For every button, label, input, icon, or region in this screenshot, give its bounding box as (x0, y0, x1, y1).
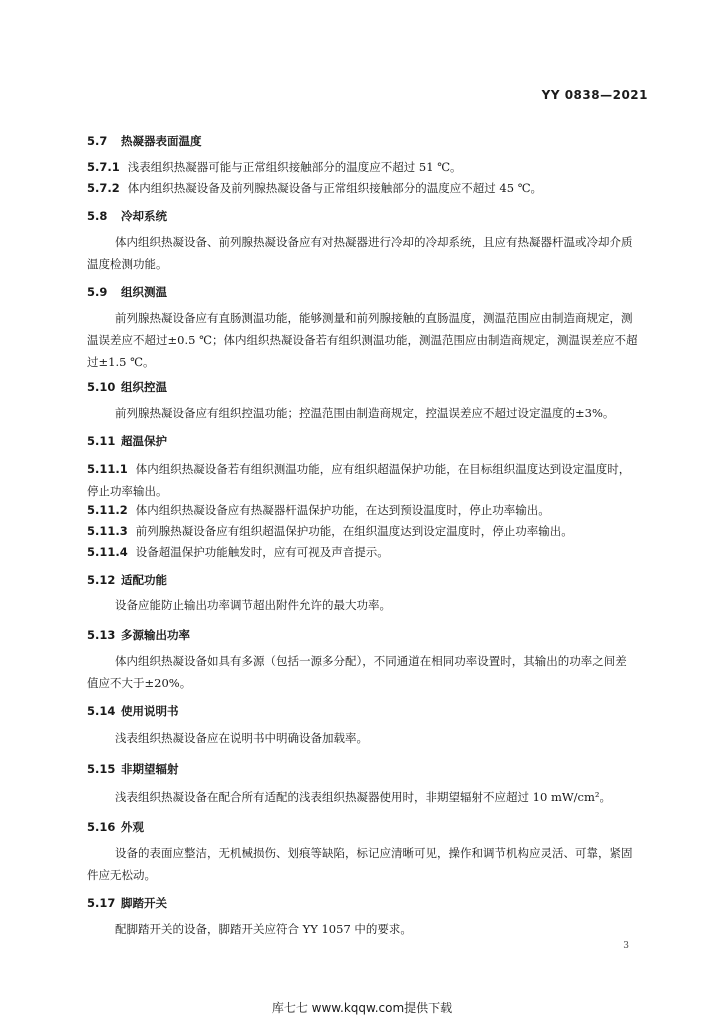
section-heading-5-14 (87, 703, 179, 719)
section-heading-5-12 (87, 572, 167, 588)
clause-text: 设备超温保护功能触发时，应有可视及声音提示。 (135, 545, 389, 559)
section-heading-5-13 (87, 627, 190, 643)
clause-text: 体内组织热凝设备若有组织测温功能，应有组织超温保护功能，在目标组织温度达到设定温度时，停止功率输出。 (87, 462, 631, 498)
section-number: 5.11 (87, 434, 116, 448)
section-number: 5.7 (87, 134, 108, 148)
clause-5-11-3 (87, 523, 573, 539)
section-number: 5.14 (87, 704, 116, 718)
section-title: 冷却系统 (121, 209, 167, 223)
paragraph-5-12: 设备应能防止输出功率调节超出附件允许的最大功率。 (115, 598, 391, 612)
clause-number: 5.11.4 (87, 545, 128, 559)
paragraph-5-9: 前列腺热凝设备应有直肠测温功能，能够测量和前列腺接触的直肠温度，测温范围应由制造商规定，测温误差应不超过±0.5 ℃；体内组织热凝设备若有组织测温功能，测温范围应由制造商规定，测温误差应不超过±1.5 ℃。 (87, 311, 638, 369)
standard-code: YY 0838—2021 (541, 88, 648, 102)
download-footer: 库七七 www.kqqw.com提供下载 (271, 1001, 453, 1015)
section-title: 脚踏开关 (121, 896, 167, 910)
clause-number: 5.7.2 (87, 181, 120, 195)
section-number: 5.9 (87, 285, 108, 299)
paragraph-5-8: 体内组织热凝设备、前列腺热凝设备应有对热凝器进行冷却的冷却系统，且应有热凝器杆温或冷却介质温度检测功能。 (87, 235, 633, 271)
section-title: 热凝器表面温度 (121, 134, 202, 148)
section-number: 5.12 (87, 573, 116, 587)
clause-number: 5.11.3 (87, 524, 128, 538)
clause-5-7-1 (87, 159, 462, 175)
section-heading-5-7 (87, 133, 202, 149)
clause-text: 体内组织热凝设备及前列腺热凝设备与正常组织接触部分的温度应不超过 45 ℃。 (127, 181, 543, 195)
clause-5-11-4 (87, 544, 389, 560)
clause-text: 浅表组织热凝器可能与正常组织接触部分的温度应不超过 51 ℃。 (127, 160, 462, 174)
paragraph-5-16: 设备的表面应整洁，无机械损伤、划痕等缺陷，标记应清晰可见，操作和调节机构应灵活、可靠，紧固件应无松动。 (87, 846, 633, 882)
section-title: 超温保护 (121, 434, 167, 448)
section-number: 5.8 (87, 209, 108, 223)
section-title: 非期望辐射 (121, 762, 179, 776)
page-number: 3 (623, 941, 629, 951)
section-title: 多源输出功率 (121, 628, 190, 642)
paragraph-5-13: 体内组织热凝设备如具有多源（包括一源多分配），不同通道在相同功率设置时，其输出的功率之间差值应不大于±20%。 (87, 654, 627, 690)
clause-number: 5.7.1 (87, 160, 120, 174)
paragraph-5-10: 前列腺热凝设备应有组织控温功能；控温范围由制造商规定，控温误差应不超过设定温度的±3%。 (115, 406, 615, 420)
section-heading-5-9 (87, 284, 167, 300)
section-title: 适配功能 (121, 573, 167, 587)
section-heading-5-16 (87, 819, 144, 835)
clause-number: 5.11.1 (87, 462, 128, 476)
section-heading-5-11 (87, 433, 167, 449)
section-number: 5.13 (87, 628, 116, 642)
section-number: 5.15 (87, 762, 116, 776)
clause-text: 体内组织热凝设备应有热凝器杆温保护功能，在达到预设温度时，停止功率输出。 (135, 503, 550, 517)
paragraph-5-17: 配脚踏开关的设备，脚踏开关应符合 YY 1057 中的要求。 (115, 922, 412, 936)
section-number: 5.16 (87, 820, 116, 834)
section-number: 5.10 (87, 380, 116, 394)
section-heading-5-17 (87, 895, 167, 911)
paragraph-5-14: 浅表组织热凝设备应在说明书中明确设备加载率。 (115, 731, 368, 745)
clause-5-11-2 (87, 502, 550, 518)
section-heading-5-10 (87, 379, 167, 395)
clause-5-7-2 (87, 180, 542, 196)
clause-number: 5.11.2 (87, 503, 128, 517)
clause-5-11-1 (87, 458, 638, 502)
clause-text: 前列腺热凝设备应有组织超温保护功能，在组织温度达到设定温度时，停止功率输出。 (135, 524, 573, 538)
section-heading-5-15 (87, 761, 179, 777)
section-heading-5-8 (87, 208, 167, 224)
section-title: 组织控温 (121, 380, 167, 394)
section-title: 使用说明书 (121, 704, 179, 718)
section-title: 组织测温 (121, 285, 167, 299)
section-number: 5.17 (87, 896, 116, 910)
section-title: 外观 (121, 820, 144, 834)
paragraph-5-15: 浅表组织热凝设备在配合所有适配的浅表组织热凝器使用时，非期望辐射不应超过 10 mW/cm²。 (115, 790, 611, 804)
